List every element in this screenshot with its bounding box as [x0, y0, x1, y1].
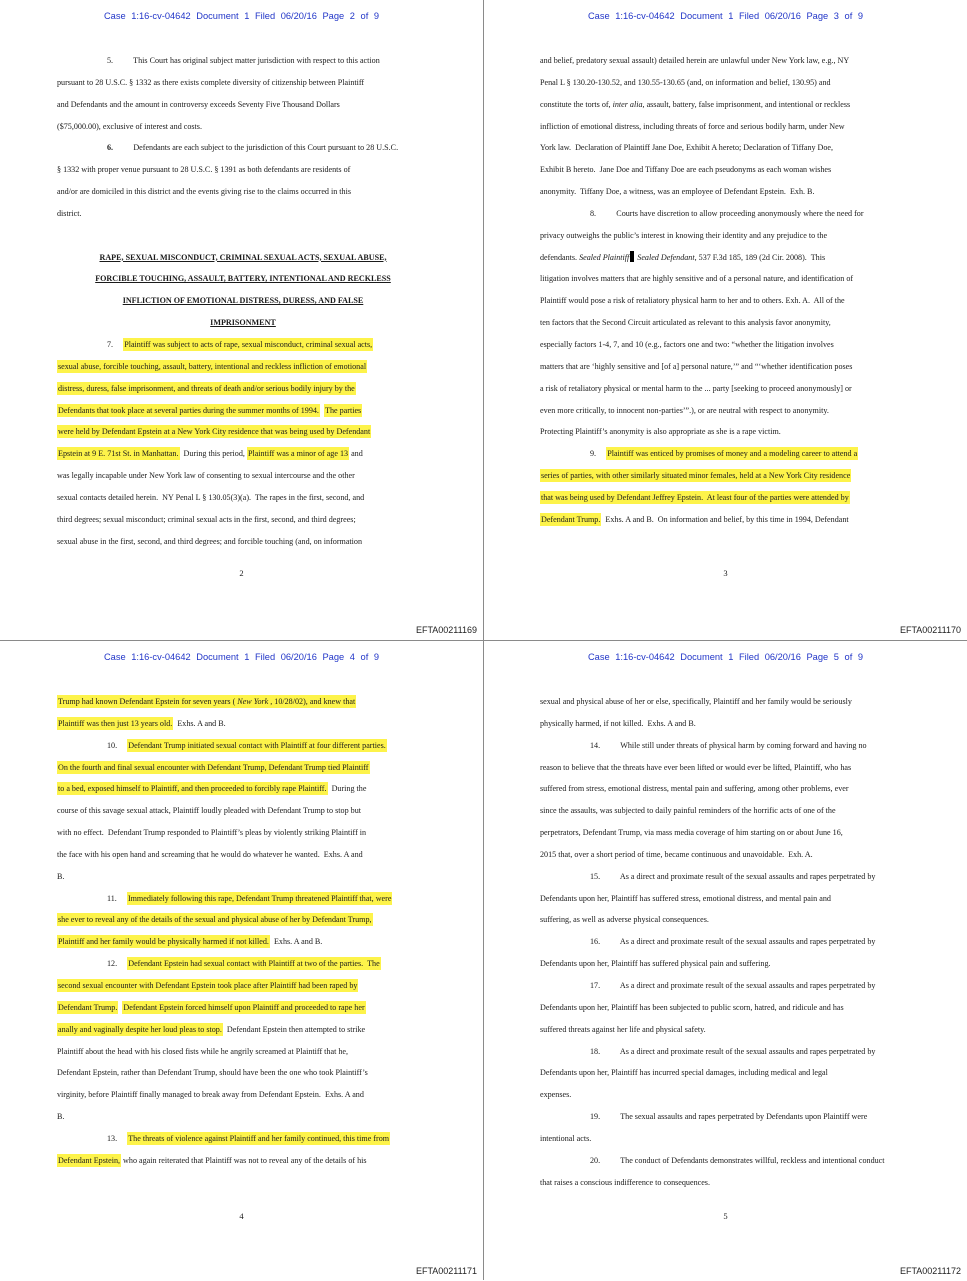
- highlighted-text: second sexual encounter with Defendant Epstein took place after Plaintiff had been raped by: [58, 980, 358, 990]
- text-segment: § 1332 with proper venue pursuant to 28 U.S.C. § 1391 as both defendants are residents of: [57, 165, 351, 175]
- text-line: [540, 822, 912, 844]
- highlighted-text: On the fourth and final sexual encounter with Defendant Trump, Defendant Trump tied Plaintiff: [58, 762, 369, 772]
- highlighted-text: she ever to reveal any of the details of the sexual and physical abuse of her by Defendant Trump,: [58, 915, 372, 925]
- page-header: Case 1:16-cv-04642 Document 1 Filed 06/20/16 Page 4 of 9: [103, 652, 380, 662]
- text-segment: York law. Declaration of Plaintiff Jane Doe, Exhibit A hereto; Declaration of Tiffany Doe,: [540, 143, 834, 153]
- text-segment: sexual contacts detailed herein. NY Penal L § 130.05(3)(a). The rapes in the first, second, and: [57, 492, 365, 502]
- bates-number: EFTA00211172: [899, 1266, 961, 1276]
- text-line: [57, 997, 429, 1019]
- text-line: [57, 909, 429, 931]
- text-line: [57, 225, 429, 247]
- text-line: [57, 50, 429, 72]
- bates-number: EFTA00211169: [415, 625, 477, 635]
- text-segment: Plaintiff would pose a risk of retaliatory physical harm to her and to others. Exh. A. All of the: [540, 296, 845, 306]
- text-line: [57, 356, 429, 378]
- text-line: [540, 400, 912, 422]
- text-segment: Defendants are each subject to the jurisdiction of this Court pursuant to 28 U.S.C.: [113, 143, 399, 153]
- text-segment: 10.: [107, 740, 128, 750]
- text-segment: Sealed Plaintiff: [579, 252, 630, 262]
- highlighted-text: distress, duress, false imprisonment, and threats of death and/or serious bodily injury by the: [58, 383, 355, 393]
- text-segment: 7.: [107, 339, 124, 349]
- text-segment: 20. The conduct of Defendants demonstrates willful, reckless and intentional conduct: [590, 1155, 885, 1165]
- text-line: [540, 94, 912, 116]
- highlighted-text: New York: [237, 697, 269, 706]
- text-segment: Defendants upon her, Plaintiff has incurred special damages, including medical and legal: [540, 1068, 828, 1078]
- text-line: [57, 94, 429, 116]
- page-header: Case 1:16-cv-04642 Document 1 Filed 06/20/16 Page 3 of 9: [587, 11, 864, 21]
- text-line: [540, 137, 912, 159]
- text-segment: , assault, battery, false imprisonment, and intentional or reckless: [642, 99, 851, 109]
- text-segment: since the assaults, was subjected to daily painful reminders of the horrific acts of one of the: [540, 806, 836, 816]
- text-line: [540, 866, 912, 888]
- text-line: [57, 1062, 429, 1084]
- highlighted-text: Immediately following this rape, Defendant Trump threatened Plaintiff that, were: [127, 893, 392, 903]
- text-segment: suffering, as well as adverse physical consequences.: [540, 915, 709, 925]
- text-line: [57, 72, 429, 94]
- text-line: [540, 1172, 912, 1194]
- highlighted-text: Defendant Epstein had sexual contact with Plaintiff at two of the parties. The: [128, 959, 380, 969]
- highlighted-text: anally and vaginally despite her loud pleas to stop.: [58, 1024, 222, 1034]
- text-line: [57, 1128, 429, 1150]
- text-segment: 16. As a direct and proximate result of the sexual assaults and rapes perpetrated by: [590, 937, 876, 947]
- text-line: [540, 778, 912, 800]
- text-line: [540, 1019, 912, 1041]
- text-line: [57, 691, 429, 713]
- highlighted-text: Trump had known Defendant Epstein for seven years (: [58, 697, 236, 706]
- text-segment: During the: [327, 784, 367, 794]
- text-line: [540, 225, 912, 247]
- text-segment: the face with his open hand and screaming that he would do whatever he wanted. Exhs. A and: [57, 849, 363, 859]
- text-line: [540, 378, 912, 400]
- text-segment: pursuant to 28 U.S.C. § 1332 as there exists complete diversity of citizenship between Plaintiff: [57, 77, 365, 87]
- text-line: [540, 691, 912, 713]
- text-segment: reason to believe that the threats have ever been lifted or would ever be lifted, Plaintiff, who has: [540, 762, 852, 772]
- text-segment: a risk of retaliatory physical or mental harm to the ... party [seeking to proceed anonymously] or: [540, 383, 852, 393]
- text-line: [57, 1150, 429, 1172]
- text-line: [57, 531, 429, 553]
- page-3-panel: [484, 0, 967, 640]
- text-segment: expenses.: [540, 1090, 572, 1100]
- text-line: [540, 1106, 912, 1128]
- text-line: [540, 465, 912, 487]
- text-line: [540, 975, 912, 997]
- text-line: [540, 356, 912, 378]
- text-segment: anonymity. Tiffany Doe, a witness, was an employee of Defendant Epstein. Exh. B.: [540, 187, 815, 197]
- text-line: [540, 735, 912, 757]
- text-line: [540, 116, 912, 138]
- text-segment: B.: [57, 871, 65, 881]
- text-segment: matters that are ‘highly sensitive and [of a] personal nature,’” and “‘whether identification poses: [540, 361, 853, 371]
- page-5-panel: [484, 641, 967, 1281]
- highlighted-text: series of parties, with other similarly situated minor females, held at a New York City residence: [541, 471, 851, 481]
- text-line: [57, 334, 429, 356]
- highlighted-text: Defendant Epstein,: [58, 1155, 121, 1165]
- text-segment: 6.: [107, 143, 114, 153]
- text-line: [57, 509, 429, 531]
- text-segment: Exhs. A and B. On information and belief, by this time in 1994, Defendant: [601, 514, 849, 524]
- text-line: [57, 800, 429, 822]
- text-segment: defendants.: [540, 252, 580, 262]
- text-segment: ($75,000.00), exclusive of interest and costs.: [57, 121, 202, 131]
- page-body: [57, 691, 429, 1172]
- text-segment: suffered from stress, emotional distress, mental pain and suffering, among other problems, ever: [540, 784, 849, 794]
- text-segment: and belief, predatory sexual assault) detailed herein are unlawful under New York law, e.g., NY: [540, 56, 850, 65]
- text-segment: 15. As a direct and proximate result of the sexual assaults and rapes perpetrated by: [590, 871, 876, 881]
- text-segment: inter alia: [612, 99, 643, 109]
- text-line: [540, 997, 912, 1019]
- text-segment: infliction of emotional distress, including threats of force and serious bodily harm, under New: [540, 121, 845, 131]
- text-segment: 2015 that, over a short period of time, became continuous and unavoidable. Exh. A.: [540, 849, 813, 859]
- text-segment: RAPE, SEXUAL MISCONDUCT, CRIMINAL SEXUAL ACTS, SEXUAL ABUSE,: [99, 252, 387, 262]
- text-line: [57, 778, 429, 800]
- highlighted-text: to a bed, exposed himself to Plaintiff, and then proceeded to forcibly rape Plaintiff.: [58, 784, 327, 794]
- text-line: [540, 421, 912, 443]
- text-line: [57, 181, 429, 203]
- text-line: [57, 421, 429, 443]
- highlighted-text: The parties: [325, 405, 362, 415]
- highlighted-text: Plaintiff was a minor of age 13: [247, 449, 349, 459]
- text-line: [540, 72, 912, 94]
- text-line: [57, 378, 429, 400]
- text-line: [540, 1128, 912, 1150]
- text-line: [540, 50, 912, 72]
- text-line: [57, 247, 429, 269]
- text-segment: Protecting Plaintiff’s anonymity is also appropriate as she is a rape victim.: [540, 427, 781, 437]
- text-line: [540, 1150, 912, 1172]
- page-number: 3: [723, 568, 728, 578]
- text-line: [540, 290, 912, 312]
- redaction-mark: [630, 251, 634, 262]
- text-segment: Exhibit B hereto. Jane Doe and Tiffany Doe are each pseudonyms as each woman wishes: [540, 165, 832, 175]
- text-segment: Penal L § 130.20-130.52, and 130.55-130.65 (and, on information and belief, 130.95) and: [540, 77, 831, 87]
- text-segment: INFLICTION OF EMOTIONAL DISTRESS, DURESS, AND FALSE: [122, 296, 364, 306]
- text-line: [540, 888, 912, 910]
- text-segment: ten factors that the Second Circuit articulated as relevant to this analysis favor anonymity,: [540, 318, 831, 328]
- page-header: Case 1:16-cv-04642 Document 1 Filed 06/20/16 Page 5 of 9: [587, 652, 864, 662]
- text-segment: constitute the torts of,: [540, 99, 613, 109]
- text-segment: sexual abuse in the first, second, and third degrees; and forcible touching (and, on information: [57, 536, 363, 546]
- text-line: [57, 735, 429, 757]
- text-segment: Plaintiff about the head with his closed fists while he angrily screamed at Plaintiff that he,: [57, 1046, 349, 1056]
- text-segment: privacy outweighs the public’s interest in knowing their identity and any prejudice to the: [540, 230, 828, 240]
- highlighted-text: sexual abuse, forcible touching, assault, battery, intentional and reckless infliction of emotional: [58, 361, 367, 371]
- text-line: [57, 822, 429, 844]
- highlighted-text: Defendant Epstein forced himself upon Plaintiff and proceeded to rape her: [123, 1002, 365, 1012]
- text-segment: course of this savage sexual attack, Plaintiff loudly pleaded with Defendant Trump to stop but: [57, 806, 361, 816]
- page-4-panel: [0, 641, 483, 1281]
- text-line: [57, 1019, 429, 1041]
- page-body: [57, 50, 429, 552]
- text-segment: 19. The sexual assaults and rapes perpetrated by Defendants upon Plaintiff were: [590, 1112, 868, 1122]
- text-line: [540, 334, 912, 356]
- text-line: [57, 465, 429, 487]
- text-segment: even more critically, to innocent non-parties’”.), or are neutral with respect to anonymity.: [540, 405, 829, 415]
- text-line: [540, 800, 912, 822]
- highlighted-text: that was being used by Defendant Jeffrey Epstein. At least four of the parties were attended by: [541, 492, 849, 502]
- text-line: [57, 312, 429, 334]
- text-segment: and Defendants and the amount in controversy exceeds Seventy Five Thousand Dollars: [57, 99, 340, 109]
- text-segment: Defendants upon her, Plaintiff has been subjected to public scorn, hatred, and ridicule and has: [540, 1002, 844, 1012]
- highlighted-text: Plaintiff was enticed by promises of money and a modeling career to attend a: [607, 449, 858, 459]
- text-segment: and/or are domiciled in this district and the events giving rise to the claims occurred in this: [57, 187, 351, 197]
- text-segment: FORCIBLE TOUCHING, ASSAULT, BATTERY, INTENTIONAL AND RECKLESS: [95, 274, 391, 284]
- text-line: [57, 953, 429, 975]
- page-number: 5: [723, 1211, 728, 1221]
- text-line: [540, 1062, 912, 1084]
- text-line: [540, 1041, 912, 1063]
- highlighted-text: were held by Defendant Epstein at a New York City residence that was being used by Defendant: [58, 427, 371, 437]
- text-line: [540, 713, 912, 735]
- highlighted-text: , 10/28/02), and knew that: [270, 697, 356, 706]
- text-segment: 11.: [107, 893, 127, 903]
- text-line: [540, 312, 912, 334]
- page-body: [540, 691, 912, 1193]
- text-line: [57, 1041, 429, 1063]
- page-header: Case 1:16-cv-04642 Document 1 Filed 06/20/16 Page 2 of 9: [103, 11, 380, 21]
- text-line: [57, 713, 429, 735]
- text-segment: who again reiterated that Plaintiff was not to reveal any of the details of his: [121, 1155, 367, 1165]
- text-line: [57, 116, 429, 138]
- text-line: [540, 757, 912, 779]
- text-line: [540, 953, 912, 975]
- text-segment: 8. Courts have discretion to allow proceeding anonymously where the need for: [590, 208, 864, 218]
- highlighted-text: Plaintiff and her family would be physically harmed if not killed.: [58, 937, 269, 947]
- text-line: [57, 203, 429, 225]
- highlighted-text: Defendant Trump.: [541, 514, 601, 524]
- text-segment: especially factors 1-4, 7, and 10 (e.g., factors one and two: “whether the litigation involves: [540, 339, 834, 349]
- text-line: [57, 290, 429, 312]
- text-line: [57, 487, 429, 509]
- text-segment: intentional acts.: [540, 1133, 592, 1143]
- text-line: [57, 400, 429, 422]
- text-segment: IMPRISONMENT: [210, 318, 276, 328]
- text-segment: Defendant Epstein, rather than Defendant Trump, should have been the one who took Plaintiff’s: [57, 1068, 368, 1078]
- text-segment: 18. As a direct and proximate result of the sexual assaults and rapes perpetrated by: [590, 1046, 876, 1056]
- page-body: [540, 50, 912, 531]
- text-line: [540, 268, 912, 290]
- text-segment: litigation involves matters that are highly sensitive and of a personal nature, and identification of: [540, 274, 854, 284]
- text-segment: and: [349, 449, 363, 459]
- text-segment: that raises a conscious indifference to consequences.: [540, 1177, 710, 1187]
- highlighted-text: The threats of violence against Plaintiff and her family continued, this time from: [128, 1133, 390, 1143]
- text-segment: Defendants upon her, Plaintiff has suffered physical pain and suffering.: [540, 959, 771, 969]
- text-line: [540, 443, 912, 465]
- bates-number: EFTA00211171: [415, 1266, 477, 1276]
- highlighted-text: Epstein at 9 E. 71st St. in Manhattan.: [58, 449, 179, 459]
- text-segment: Exhs. A and B.: [269, 937, 323, 947]
- text-segment: , 537 F.3d 185, 189 (2d Cir. 2008). This: [694, 252, 826, 262]
- text-segment: virginity, before Plaintiff finally managed to break away from Defendant Epstein. Exhs. A and: [57, 1090, 364, 1100]
- text-segment: 9.: [590, 449, 607, 459]
- highlighted-text: Defendants that took place at several parties during the summer months of 1994.: [58, 405, 319, 415]
- text-line: [57, 931, 429, 953]
- text-segment: 14. While still under threats of physical harm by coming forward and having no: [590, 740, 867, 750]
- text-line: [57, 443, 429, 465]
- bates-number: EFTA00211170: [899, 625, 961, 635]
- text-line: [540, 1084, 912, 1106]
- text-segment: suffered threats against her life and physical safety.: [540, 1024, 706, 1034]
- text-segment: Sealed Defendant: [637, 252, 695, 262]
- text-line: [57, 757, 429, 779]
- text-line: [540, 909, 912, 931]
- text-segment: physically harmed, if not killed. Exhs. A and B.: [540, 718, 696, 728]
- text-line: [57, 888, 429, 910]
- page-2-panel: [0, 0, 483, 640]
- text-segment: was legally incapable under New York law of consenting to sexual intercourse and the other: [57, 471, 355, 481]
- page-number: 2: [239, 568, 244, 578]
- highlighted-text: Defendant Trump initiated sexual contact with Plaintiff at four different parties.: [128, 740, 386, 750]
- text-segment: B.: [57, 1112, 65, 1122]
- text-line: [57, 866, 429, 888]
- text-line: [540, 931, 912, 953]
- text-line: [540, 159, 912, 181]
- highlighted-text: Plaintiff was then just 13 years old.: [58, 718, 173, 728]
- text-segment: Exhs. A and B.: [173, 718, 226, 728]
- text-line: [540, 844, 912, 866]
- text-segment: Defendants upon her, Plaintiff has suffered stress, emotional distress, and mental pain and: [540, 893, 831, 903]
- text-segment: 5. This Court has original subject matter jurisdiction with respect to this action: [107, 56, 380, 65]
- page-number: 4: [239, 1211, 244, 1221]
- text-segment: third degrees; sexual misconduct; criminal sexual acts in the first, second, and third degrees;: [57, 514, 356, 524]
- highlighted-text: Defendant Trump.: [58, 1002, 118, 1012]
- text-segment: district.: [57, 208, 82, 218]
- text-line: [57, 268, 429, 290]
- text-segment: perpetrators, Defendant Trump, via mass media coverage of him starting on or about June 16,: [540, 828, 843, 838]
- text-line: [540, 181, 912, 203]
- text-line: [57, 1106, 429, 1128]
- text-segment: Defendant Epstein then attempted to strike: [222, 1024, 366, 1034]
- text-line: [57, 159, 429, 181]
- text-line: [540, 247, 912, 269]
- highlighted-text: Plaintiff was subject to acts of rape, sexual misconduct, criminal sexual acts,: [124, 339, 373, 349]
- text-segment: 13.: [107, 1133, 128, 1143]
- text-segment: During this period,: [179, 449, 247, 459]
- text-segment: with no effect. Defendant Trump responded to Plaintiff’s pleas by violently striking Plaintiff in: [57, 828, 367, 838]
- text-line: [57, 1084, 429, 1106]
- text-line: [540, 487, 912, 509]
- text-line: [540, 203, 912, 225]
- text-line: [57, 137, 429, 159]
- text-segment: 12.: [107, 959, 128, 969]
- text-segment: 17. As a direct and proximate result of the sexual assaults and rapes perpetrated by: [590, 980, 876, 990]
- text-line: [57, 975, 429, 997]
- text-line: [57, 844, 429, 866]
- text-segment: sexual and physical abuse of her or else, specifically, Plaintiff and her family would be seriously: [540, 697, 852, 706]
- text-line: [540, 509, 912, 531]
